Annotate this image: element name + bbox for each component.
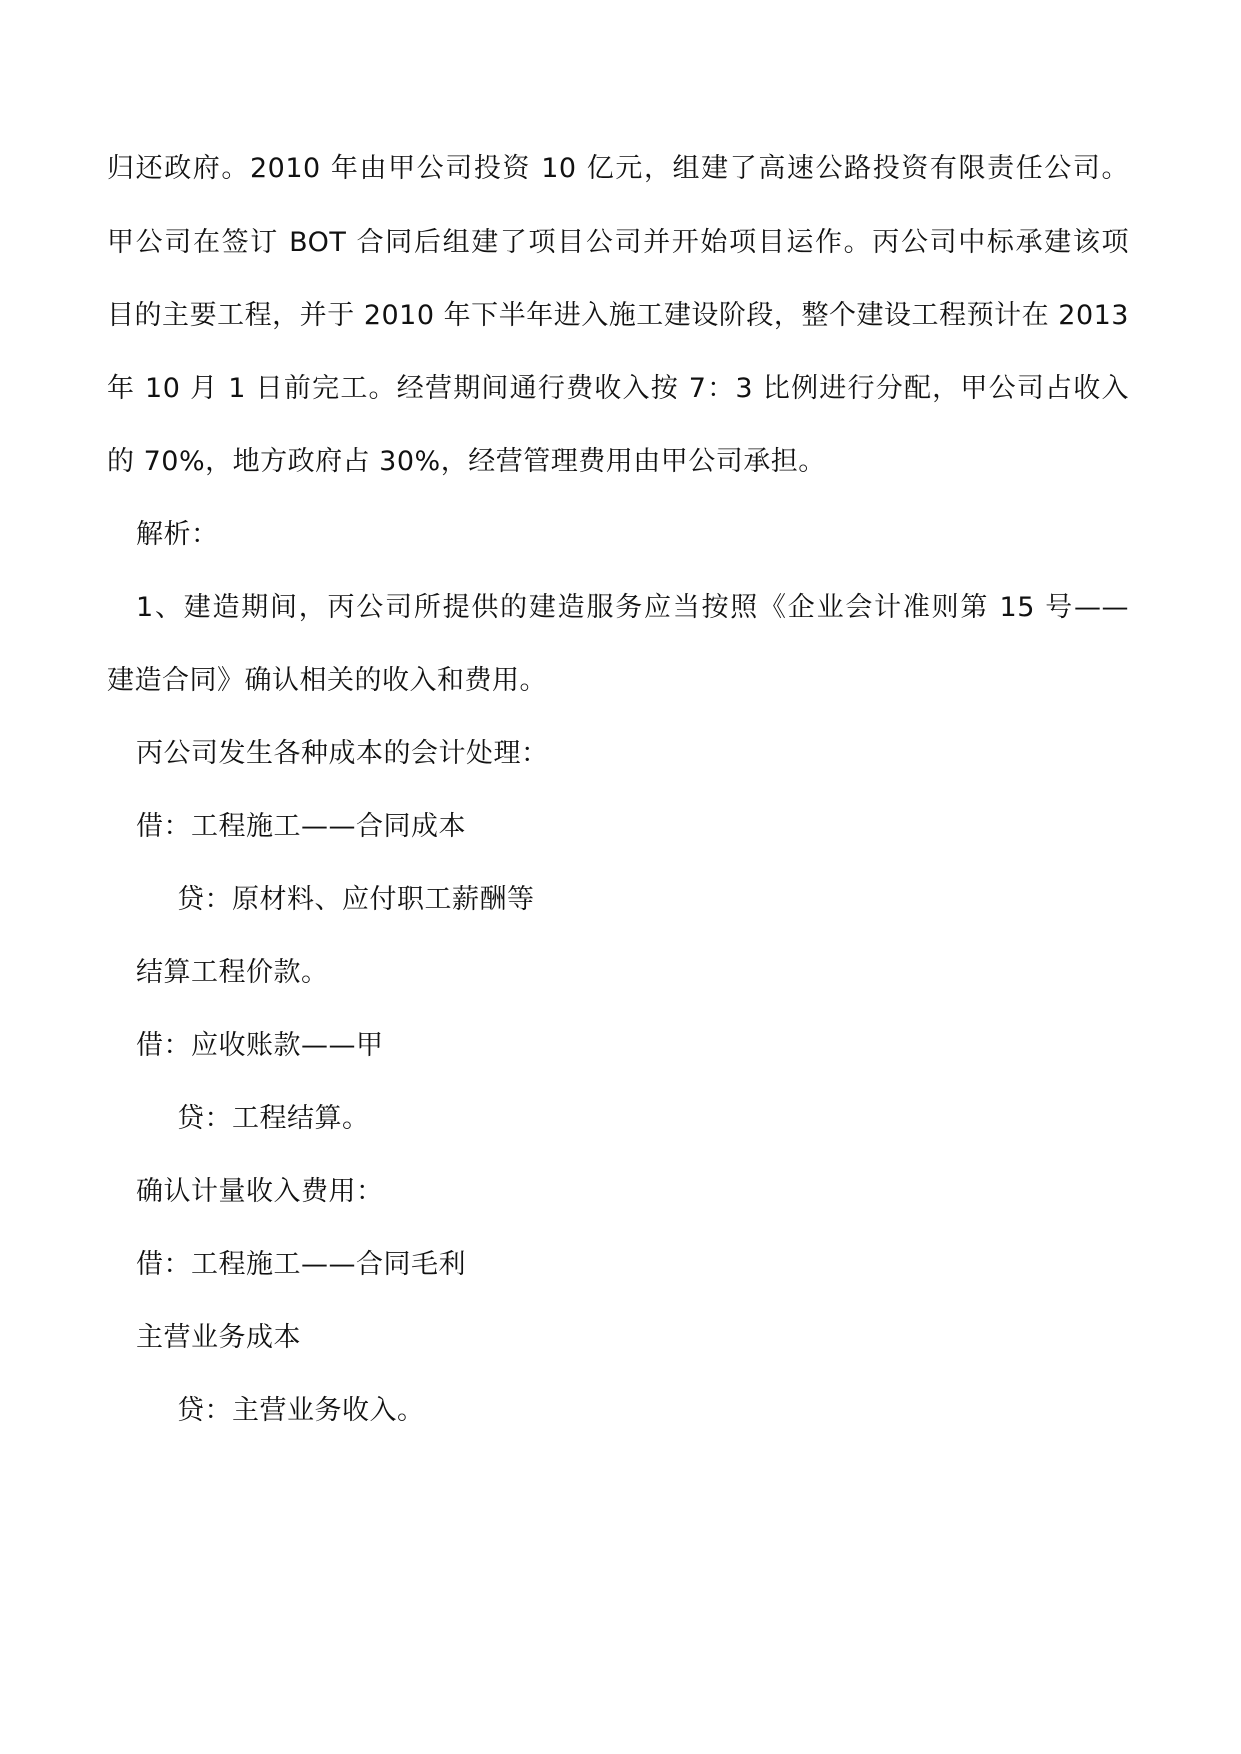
journal-debit: 主营业务成本	[136, 1322, 301, 1353]
cost-heading: 丙公司发生各种成本的会计处理：	[136, 738, 549, 769]
paragraph-line: 甲公司在签订 BOT 合同后组建了项目公司并开始项目运作。丙公司中标承建该项	[107, 227, 1129, 258]
journal-credit: 贷：原材料、应付职工薪酬等	[177, 884, 535, 915]
paragraph-line: 年 10 月 1 日前完工。经营期间通行费收入按 7：3 比例进行分配，甲公司占收入	[107, 373, 1129, 404]
paragraph-line: 目的主要工程，并于 2010 年下半年进入施工建设阶段，整个建设工程预计在 2013	[107, 300, 1129, 331]
journal-debit: 借：应收账款——甲	[136, 1030, 384, 1061]
journal-credit: 贷：工程结算。	[177, 1103, 370, 1134]
paragraph-line: 的 70%，地方政府占 30%，经营管理费用由甲公司承担。	[107, 446, 826, 477]
analysis-heading: 解析：	[136, 519, 219, 550]
revenue-heading: 确认计量收入费用：	[136, 1176, 384, 1207]
paragraph-line: 归还政府。2010 年由甲公司投资 10 亿元，组建了高速公路投资有限责任公司。	[107, 153, 1129, 184]
settlement-heading: 结算工程价款。	[136, 957, 329, 988]
journal-credit: 贷：主营业务收入。	[177, 1395, 425, 1426]
journal-debit: 借：工程施工——合同成本	[136, 811, 466, 842]
journal-debit: 借：工程施工——合同毛利	[136, 1249, 466, 1280]
paragraph-line: 建造合同》确认相关的收入和费用。	[107, 665, 547, 696]
paragraph-line: 1、建造期间，丙公司所提供的建造服务应当按照《企业会计准则第 15 号——	[136, 592, 1129, 623]
